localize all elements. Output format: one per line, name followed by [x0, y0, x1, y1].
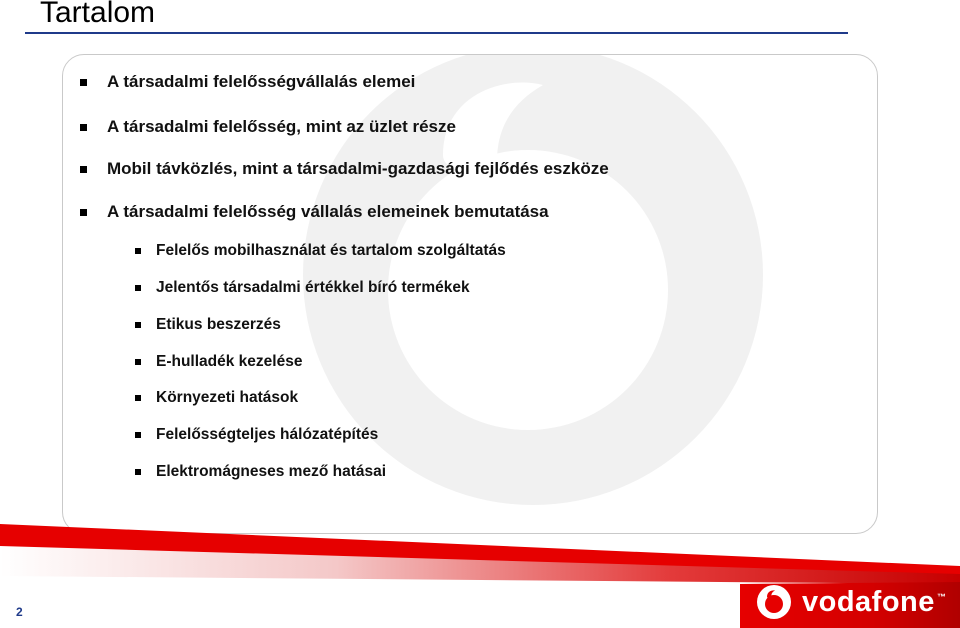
- bullet-marker: [135, 469, 141, 475]
- list-item: [156, 316, 281, 334]
- bullet-marker: [135, 395, 141, 401]
- list-item: [107, 117, 456, 137]
- title-underline: [25, 32, 848, 34]
- list-item-text: Mobil távközlés, mint a társadalmi-gazdasági fejlődés eszköze: [107, 159, 609, 178]
- bullet-marker: [80, 124, 87, 131]
- content-panel: [62, 54, 878, 534]
- vodafone-speechmark-icon: [756, 584, 792, 620]
- list-item: [107, 72, 415, 92]
- list-item-text: Elektromágneses mező hatásai: [156, 463, 387, 480]
- list-item-text: A társadalmi felelősség vállalás elemeinek bemutatása: [107, 202, 549, 221]
- list-item-text: A társadalmi felelősségvállalás elemei: [107, 72, 416, 91]
- bullet-marker: [135, 248, 141, 254]
- list-item: [107, 202, 549, 222]
- list-item: [107, 159, 609, 179]
- list-item-text: Etikus beszerzés: [156, 316, 281, 333]
- page-number: 2: [16, 605, 23, 619]
- list-item-text: Felelősségteljes hálózatépítés: [156, 426, 379, 443]
- bullet-marker: [135, 432, 141, 438]
- slide-title: Tartalom: [40, 0, 156, 29]
- brand-wordmark: vodafone: [802, 586, 935, 618]
- list-item-text: A társadalmi felelősség, mint az üzlet része: [107, 117, 456, 136]
- bullet-marker: [80, 209, 87, 216]
- bullet-marker: [135, 322, 141, 328]
- list-item: [156, 242, 506, 260]
- list-item-text: Jelentős társadalmi értékkel bíró termékek: [156, 279, 470, 296]
- list-item: [156, 389, 298, 407]
- list-item-text: E-hulladék kezelése: [156, 353, 303, 370]
- bullet-marker: [135, 285, 141, 291]
- list-item-text: Felelős mobilhasználat és tartalom szolgáltatás: [156, 242, 506, 259]
- list-item: [156, 426, 378, 444]
- bullet-marker: [80, 166, 87, 173]
- list-item-text: Környezeti hatások: [156, 389, 299, 406]
- list-item: [156, 463, 386, 481]
- bullet-marker: [80, 79, 87, 86]
- list-item: [156, 353, 302, 371]
- list-item: [156, 279, 470, 297]
- bullet-marker: [135, 359, 141, 365]
- trademark-symbol: ™: [937, 592, 946, 602]
